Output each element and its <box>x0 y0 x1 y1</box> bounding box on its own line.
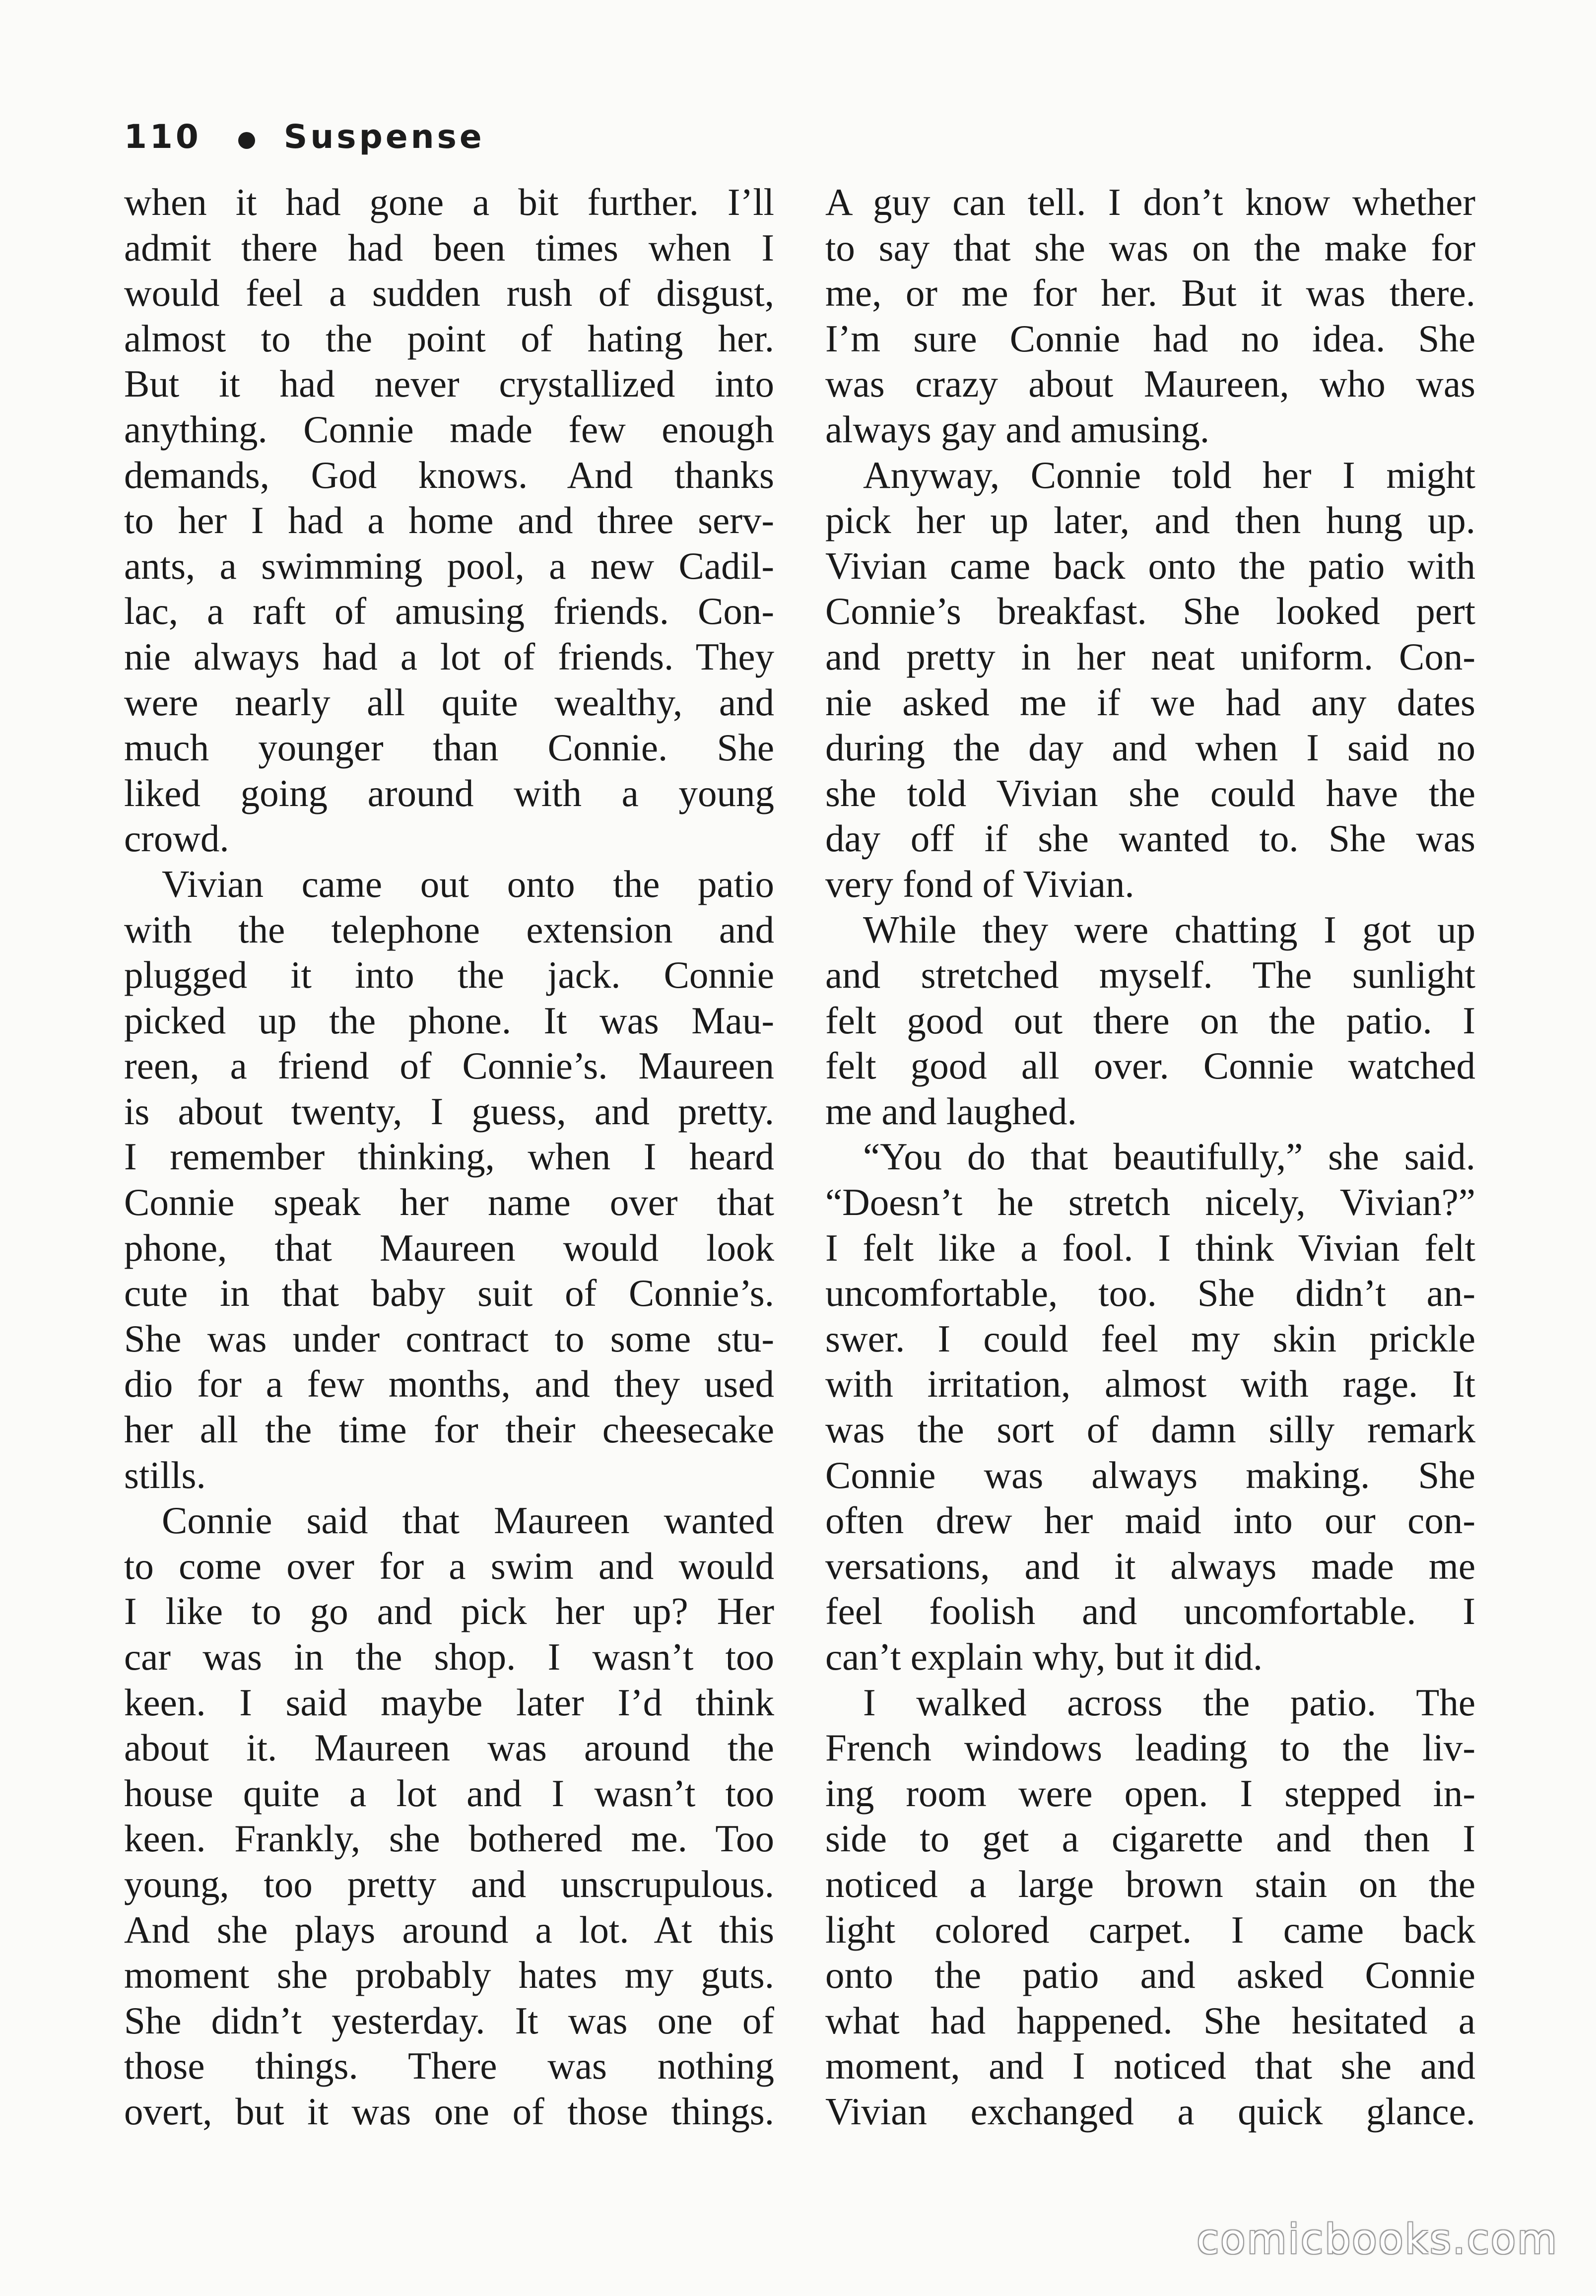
text-line: French windows leading to the liv- <box>825 1726 1475 1769</box>
text-line: onto the patio and asked Connie <box>825 1954 1475 1997</box>
text-line: Anyway, Connie told her I might <box>863 453 1475 496</box>
text-line: demands, God knows. And thanks <box>124 453 774 496</box>
text-line: ants, a swimming pool, a new Cadil- <box>124 544 774 587</box>
text-line: overt, but it was one of those things. <box>124 2090 774 2133</box>
text-line: I’m sure Connie had no idea. She <box>825 317 1475 360</box>
text-line: often drew her maid into our con- <box>825 1499 1475 1542</box>
text-line: Vivian came out onto the patio <box>162 862 774 905</box>
text-line: stills. <box>124 1453 206 1496</box>
text-line: nie asked me if we had any dates <box>825 680 1475 724</box>
text-line: those things. There was nothing <box>124 2044 774 2088</box>
text-line: ing room were open. I stepped in- <box>825 1771 1475 1815</box>
text-line: moment she probably hates my guts. <box>124 1954 774 1997</box>
text-line: to come over for a swim and would <box>124 1544 774 1587</box>
right-column <box>825 180 1475 2135</box>
text-line: anything. Connie made few enough <box>124 407 774 451</box>
text-line: I walked across the patio. The <box>863 1681 1475 1724</box>
text-line: with irritation, almost with rage. It <box>825 1362 1475 1406</box>
text-line: to her I had a home and three serv- <box>124 499 774 542</box>
text-line: But it had never crystallized into <box>124 362 774 405</box>
text-line: felt good all over. Connie watched <box>825 1044 1475 1087</box>
text-line: Connie’s breakfast. She looked pert <box>825 590 1475 633</box>
text-line: While they were chatting I got up <box>863 908 1475 951</box>
text-line: “Doesn’t he stretch nicely, Vivian?” <box>825 1181 1475 1224</box>
text-line: She didn’t yesterday. It was one of <box>124 1999 774 2042</box>
text-line: swer. I could feel my skin prickle <box>825 1317 1475 1360</box>
text-line: crowd. <box>124 817 229 860</box>
text-line: almost to the point of hating her. <box>124 317 774 360</box>
text-line: day off if she wanted to. She was <box>825 817 1475 860</box>
text-line: Connie was always making. She <box>825 1453 1475 1496</box>
text-line: what had happened. She hesitated a <box>825 1999 1475 2042</box>
text-line: me, or me for her. But it was there. <box>825 271 1475 315</box>
text-line: phone, that Maureen would look <box>124 1226 774 1269</box>
text-line: and stretched myself. The sunlight <box>825 953 1475 997</box>
text-line: lac, a raft of amusing friends. Con- <box>124 590 774 633</box>
page-number: 110 <box>124 117 201 156</box>
text-line: cute in that baby suit of Connie’s. <box>124 1272 774 1315</box>
text-line: feel foolish and uncomfortable. I <box>825 1590 1475 1633</box>
text-line: pick her up later, and then hung up. <box>825 499 1475 542</box>
text-line: liked going around with a young <box>124 771 774 814</box>
text-line: Vivian exchanged a quick glance. <box>825 2090 1475 2133</box>
text-line: versations, and it always made me <box>825 1544 1475 1587</box>
text-line: Connie speak her name over that <box>124 1181 774 1224</box>
text-line: would feel a sudden rush of disgust, <box>124 271 774 315</box>
text-line: She was under contract to some stu- <box>124 1317 774 1360</box>
magazine-title: Suspense <box>283 117 485 156</box>
text-line: uncomfortable, too. She didn’t an- <box>825 1272 1475 1315</box>
left-column <box>124 180 774 2135</box>
text-line: were nearly all quite wealthy, and <box>124 680 774 724</box>
text-line: Vivian came back onto the patio with <box>825 544 1475 587</box>
text-line: during the day and when I said no <box>825 726 1475 769</box>
text-line: me and laughed. <box>825 1089 1077 1133</box>
text-line: I felt like a fool. I think Vivian felt <box>825 1226 1475 1269</box>
text-line: I remember thinking, when I heard <box>124 1135 774 1178</box>
text-line: always gay and amusing. <box>825 407 1210 451</box>
text-line: very fond of Vivian. <box>825 862 1134 905</box>
text-line: is about twenty, I guess, and pretty. <box>124 1089 774 1133</box>
text-line: felt good out there on the patio. I <box>825 999 1475 1042</box>
text-line: plugged it into the jack. Connie <box>124 953 774 997</box>
text-line: reen, a friend of Connie’s. Maureen <box>124 1044 774 1087</box>
text-line: light colored carpet. I came back <box>825 1908 1475 1951</box>
text-line: “You do that beautifully,” she said. <box>863 1135 1475 1178</box>
text-line: picked up the phone. It was Mau- <box>124 999 774 1042</box>
text-line: And she plays around a lot. At this <box>124 1908 774 1951</box>
text-line: car was in the shop. I wasn’t too <box>124 1635 774 1678</box>
text-line: young, too pretty and unscrupulous. <box>124 1862 774 1905</box>
page-header <box>124 114 485 159</box>
text-line: about it. Maureen was around the <box>124 1726 774 1769</box>
text-line: much younger than Connie. She <box>124 726 774 769</box>
text-line: she told Vivian she could have the <box>825 771 1475 814</box>
text-line: I like to go and pick her up? Her <box>124 1590 774 1633</box>
text-line: side to get a cigarette and then I <box>825 1817 1475 1860</box>
text-line: house quite a lot and I wasn’t too <box>124 1771 774 1815</box>
text-line: and pretty in her neat uniform. Con- <box>825 635 1475 678</box>
text-line: when it had gone a bit further. I’ll <box>124 181 774 223</box>
text-line: noticed a large brown stain on the <box>825 1862 1475 1905</box>
text-line: was the sort of damn silly remark <box>825 1408 1475 1451</box>
text-line: was crazy about Maureen, who was <box>825 362 1475 405</box>
text-line: moment, and I noticed that she and <box>825 2044 1475 2088</box>
text-line: keen. I said maybe later I’d think <box>124 1681 774 1724</box>
text-line: nie always had a lot of friends. They <box>124 635 774 678</box>
bullet-separator <box>238 132 255 149</box>
text-line: keen. Frankly, she bothered me. Too <box>124 1817 774 1860</box>
text-line: with the telephone extension and <box>124 908 774 951</box>
text-line: can’t explain why, but it did. <box>825 1635 1263 1678</box>
text-line: A guy can tell. I don’t know whether <box>825 181 1475 223</box>
text-line: her all the time for their cheesecake <box>124 1408 774 1451</box>
text-line: admit there had been times when I <box>124 226 774 269</box>
text-line: to say that she was on the make for <box>825 226 1475 269</box>
text-line: Connie said that Maureen wanted <box>162 1499 774 1542</box>
text-line: dio for a few months, and they used <box>124 1362 774 1406</box>
watermark-logo: comicbooks.com <box>1197 2216 1558 2263</box>
